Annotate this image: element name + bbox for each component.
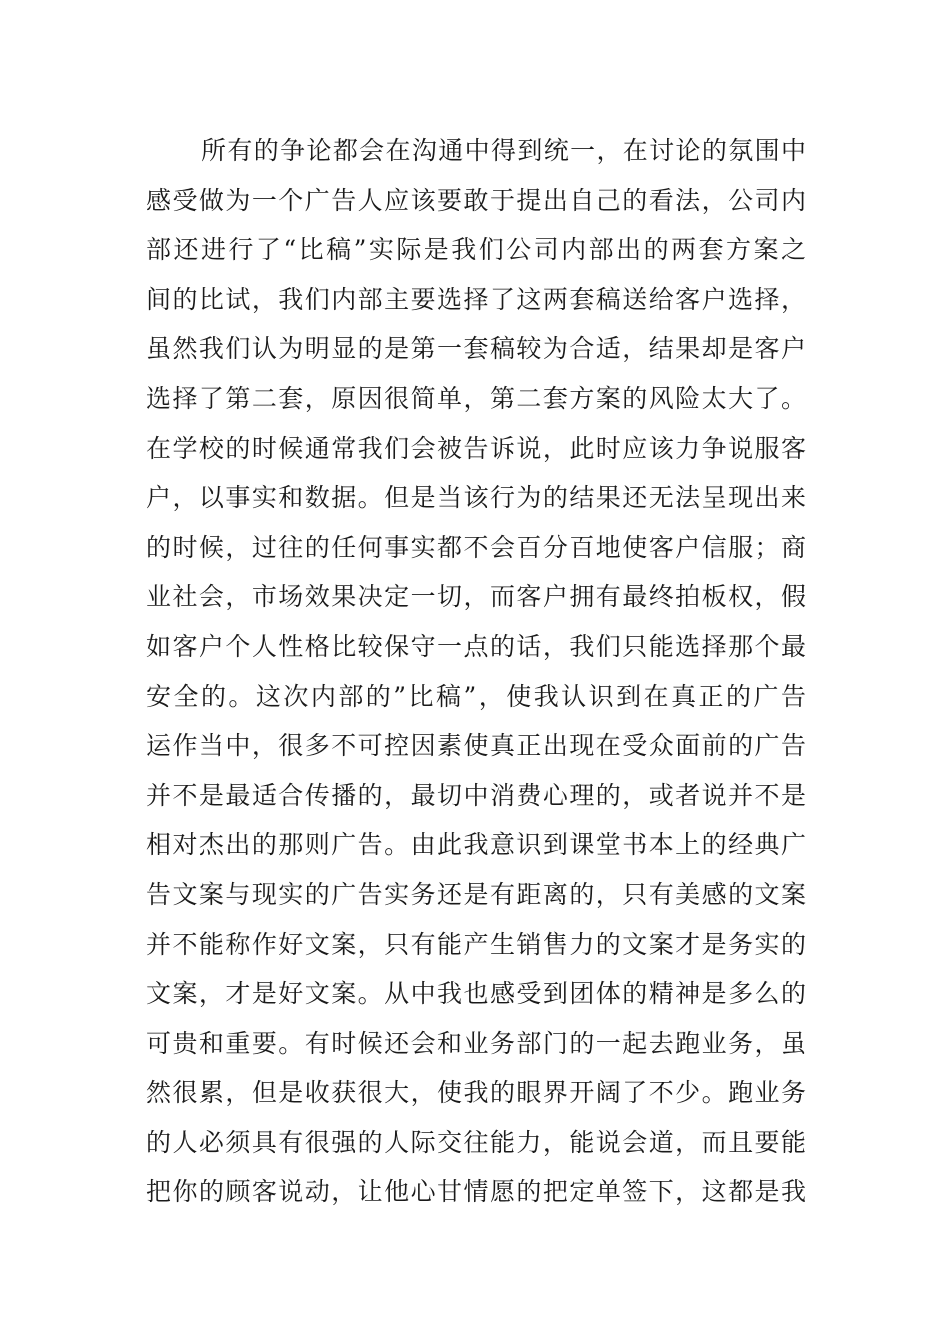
text-line: 的人必须具有很强的人际交往能力，能说会道，而且要能 <box>146 1127 806 1157</box>
text-line: 并不是最适合传播的，最切中消费心理的，或者说并不是 <box>146 780 806 810</box>
text-line: 选择了第二套，原因很简单，第二套方案的风险太大了。 <box>146 383 806 413</box>
text-line: 然很累，但是收获很大，使我的眼界开阔了不少。跑业务 <box>146 1078 806 1108</box>
text-line: 把你的顾客说动，让他心甘情愿的把定单签下，这都是我 <box>146 1177 806 1207</box>
text-line: 文案，才是好文案。从中我也感受到团体的精神是多么的 <box>146 979 806 1009</box>
text-line: 户，以事实和数据。但是当该行为的结果还无法呈现出来 <box>146 483 806 513</box>
text-line: 所有的争论都会在沟通中得到统一，在讨论的氛围中 <box>201 136 806 165</box>
text-line: 如客户个人性格比较保守一点的话，我们只能选择那个最 <box>146 631 806 661</box>
text-line: 告文案与现实的广告实务还是有距离的，只有美感的文案 <box>146 879 806 909</box>
text-line: 相对杰出的那则广告。由此我意识到课堂书本上的经典广 <box>146 830 806 860</box>
text-line: 并不能称作好文案，只有能产生销售力的文案才是务实的 <box>146 929 806 959</box>
text-line: 可贵和重要。有时候还会和业务部门的一起去跑业务，虽 <box>146 1028 806 1058</box>
text-line: 部还进行了“比稿”实际是我们公司内部出的两套方案之 <box>146 235 806 265</box>
text-line: 运作当中，很多不可控因素使真正出现在受众面前的广告 <box>146 731 806 761</box>
body-text <box>146 126 806 1217</box>
text-line: 间的比试，我们内部主要选择了这两套稿送给客户选择， <box>146 284 806 314</box>
text-line: 虽然我们认为明显的是第一套稿较为合适，结果却是客户 <box>146 334 806 364</box>
text-line: 感受做为一个广告人应该要敢于提出自己的看法，公司内 <box>146 185 806 215</box>
text-line: 安全的。这次内部的”比稿”，使我认识到在真正的广告 <box>146 681 806 711</box>
text-line: 在学校的时候通常我们会被告诉说，此时应该力争说服客 <box>146 433 806 463</box>
text-line: 业社会，市场效果决定一切，而客户拥有最终拍板权，假 <box>146 582 806 612</box>
text-line: 的时候，过往的任何事实都不会百分百地使客户信服；商 <box>146 532 806 562</box>
